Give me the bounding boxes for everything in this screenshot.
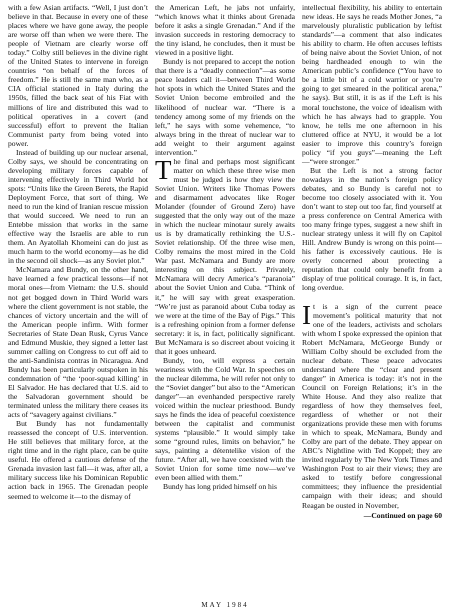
paragraph-text: McNamara and Bundy, on the other hand, have learned a few practical lessons—if not moral ones—from Vietnam: the U.S. should not get bogged down in Third World wars where the client government is not stable, the chances of victory uncertain and the will of the American people infirm. With former Secretaries of State Dean Rusk, Cyrus Vance and Edmund Muskie, they signed a letter last summer calling on Congress to cut off aid to the anti-Sandinista contras in Nicaragua. And Bundy has been particularly outspoken in his condemnation of “the ‘poor-squad killing’ in El Salvador. He has declared that U.S. aid to the Salvadoran government should be terminated unless the military there ceases its acts of “savagery against civilians.”	[8, 265, 148, 420]
paragraph	[8, 419, 148, 500]
paragraph	[302, 166, 442, 293]
paragraph	[155, 3, 295, 57]
drop-cap: T	[155, 154, 172, 185]
column-1	[8, 3, 148, 596]
column-2	[155, 3, 295, 596]
paragraph-text: with a few Asian artifacts. “Well, I just don’t believe in that. Because in every one of these places where we have gone away, the people are worse off than when we were there. The people of Vietnam are clearly worse off today.” Colby still believes in the divine right of the United States to intervene in foreign countries “on behalf of the forces of freedom.” He is still the same man who, as a CIA official stationed in Italy during the 1950s, filled the back seat of his Fiat with millions of lire and distributed this wad to political operatives in a covert (and successful) effort to prevent the Italian Communist party from being voted into power.	[8, 3, 148, 148]
paragraph-text: Bundy has long prided himself on his	[163, 482, 277, 492]
paragraph-text: But Bundy has not fundamentally reassessed the concept of U.S. intervention. He still believes that military force, at the right time and in the right place, can be quite useful. He offered a cautious defense of the Grenada invasion last fall—it was, after all, a military success like his Dominican Republic action back in 1965. The Grenadan people seemed to welcome it—to the dismay of	[8, 419, 148, 501]
continued-note: —Continued on page 60	[363, 510, 442, 520]
paragraph-text: t is a sign of the current peace movement’s political maturity that not one of the leaders, activists and scholars with whom I spoke expressed the opinion that Robert McNamara, McGeorge Bundy or William Colby should be excluded from the nuclear debate. These peace advocates understand where the “clear and present danger” in America is today: it’s not in the Council on Foreign Relations; it’s in the White House. And they also realize that regardless of how they themselves feel, regardless of whether or not their organizations provide these men with forums in which to speak, McNamara, Bundy and Colby are part of the debate. They appear on ABC’s Nightline with Ted Koppel; they are invited regularly by The New York Times and Washington Post to air their views; they are asked to testify before congressional committees; they influence the presidential campaign with their ideas; and should Reagan be ousted in November,	[302, 301, 442, 510]
paragraph	[155, 57, 295, 157]
paragraph-text: Bundy, too, will express a certain weariness with the Cold War. In speeches on the nuclear dilemma, he will refer not only to the “Soviet danger” but also to the “American danger”—an evenhanded perspective rarely voiced within the nuclear priesthood. Bundy says he finds the idea of peaceful coexistence between the capitalist and communist systems “plausible.” It would simply take some “ground rules, limits on behavior,” he says, painting a détentelike vision of the future. “After all, we have coexisted with the Soviet Union for some time now—we’ve even been allied with them.”	[155, 355, 295, 483]
paragraph-text: the American Left, he jabs not unfairly, “which knows what it thinks about Grenada before it asks a single Grenadan.” And if the invasion succeeds in restoring democracy to the tiny island, he concludes, then it must be viewed in a positive light.	[155, 3, 295, 58]
article-columns	[8, 3, 442, 596]
paragraph-text: Instead of building up our nuclear arsenal, Colby says, we should be concentrating on developing military forces capable of intervening effectively in Third World hot spots: “Units like the Green Berets, the Rapid Deployment Force, that sort of thing. We need to run the kind of Iranian rescue mission that would succeed. We need to run an Entebbe mission that works in the same effective way the Israelis are able to run them. An Ayatollah Khomeini can do just as much harm to the world economy—as he did in the second oil shock—as any Soviet plot.”	[8, 147, 148, 266]
paragraph	[8, 148, 148, 266]
paragraph-text: But the Left is not a strong factor nowadays in the nation’s foreign policy debates, and so Bundy is careful not to become too closely associated with it. You don’t want to step out too far, find yourself at a press conference on Central America with too many fringe types, suggest a new shift in nuclear strategy unless it will fly on Capitol Hill. Andrew Bundy is wrong on this point—his father is excessively cautious. He is overly concerned about protecting a reputation that could only benefit from a display of true political courage. It is, in fact, long overdue.	[302, 165, 442, 293]
paragraph-text: intellectual flexibility, his ability to entertain new ideas. He says he reads Mother Jones, “a marvelously pluralistic publication by leftist standards”—a comment that also indicates his ability to charm. He often accuses leftists of being naive about the Soviet Union, of not being hardheaded enough to win the American public’s confidence (“You have to be a little bit of a cold warrior or you’re going to get smeared in the political arena,” he says). But still, it is as if the Left is his moral touchstone, the voice of idealism with which he has always had to grapple. You know, he tells me one afternoon in his cluttered office at NYU, it would be a lot easier to improve this country’s foreign policy “if you guys”—meaning the Left—“were stronger.”	[302, 3, 442, 166]
paragraph-text: Bundy is not prepared to accept the notion that there is a “deadly connection”—as some peace leaders call it—between Third World hot spots in which the United States and the Soviet Union become embroiled and the likelihood of nuclear war. “There is a tendency among some of my friends on the left,” he says with some vehemence, “to always bring in the threat of nuclear war to add weight to their argument against intervention.”	[155, 57, 295, 157]
paragraph	[155, 356, 295, 483]
paragraph	[8, 3, 148, 148]
paragraph	[302, 299, 442, 510]
drop-cap: I	[302, 299, 311, 330]
page-footer: MAY 1984	[201, 601, 249, 609]
paragraph	[8, 265, 148, 419]
paragraph	[155, 482, 295, 491]
column-3	[302, 3, 442, 596]
paragraph	[302, 3, 442, 166]
paragraph	[155, 154, 295, 356]
paragraph-text: he final and perhaps most significant matter on which these three wise men must be judged is how they view the Soviet Union. Writers like Thomas Powers and disarmament advocates like Roger Molander (founder of Ground Zero) have suggested that the only way out of the maze in which the nuclear minotaur surely awaits us is by dramatically rethinking the U.S.-Soviet relationship. Of the three wise men, Colby remains the most mired in the Cold War past. McNamara and Bundy are more interesting on this subject. Privately, McNamara will decry America’s “paranoia” about the Soviet Union and Cuba. “Think of it,” he will say with great exasperation. “We’re just as paranoid about Cuba today as we were at the time of the Bay of Pigs.” This is a refreshing opinion from a former defense secretary: it is, in fact, politically significant. But McNamara is so discreet about voicing it that it goes unheard.	[155, 156, 295, 356]
